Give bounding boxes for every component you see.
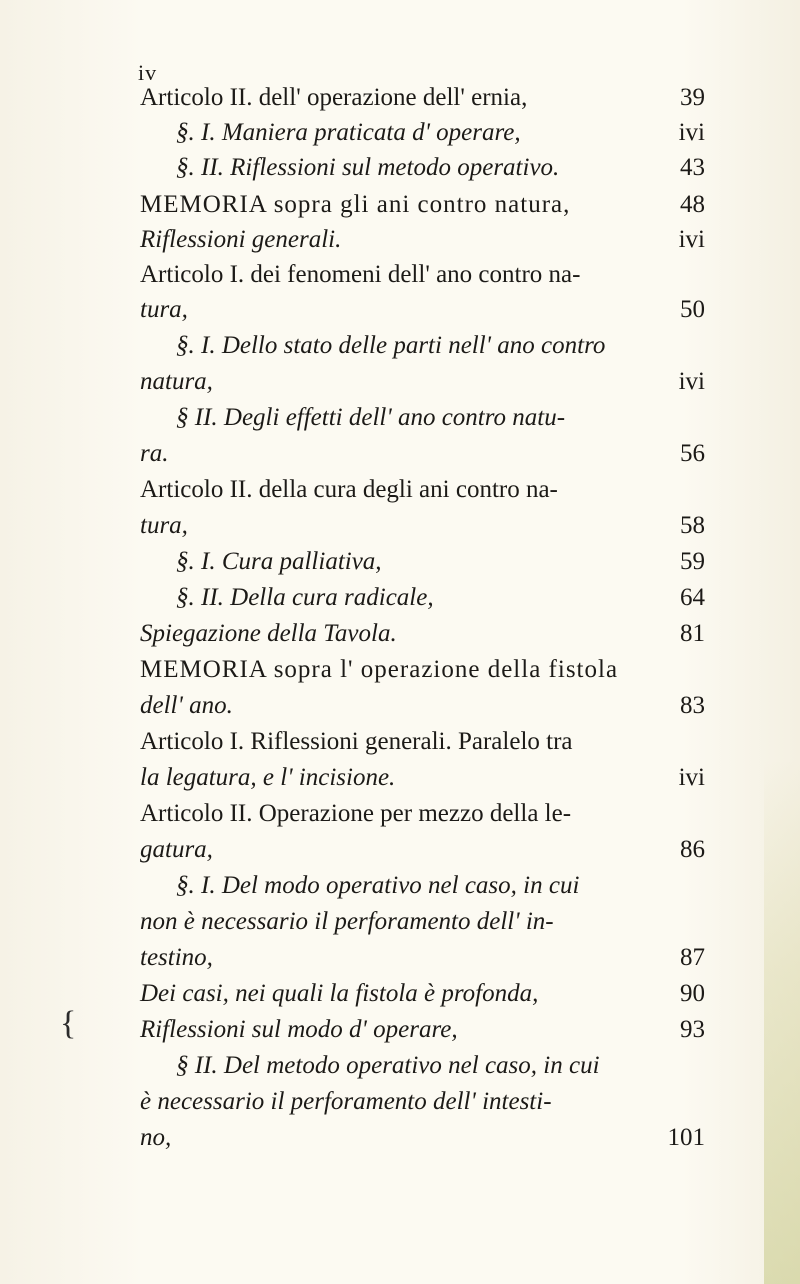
toc-entry-text: Dei casi, nei quali la fistola è profonda, [140,980,539,1007]
toc-entry-text: natura, [140,368,213,395]
toc-entry-text: testino, [140,944,213,971]
page-edge-stain [764,760,800,1284]
toc-entry-page: ivi [678,764,705,791]
toc-entry-page: 50 [680,296,705,323]
toc-entry-text: dell' ano. [140,692,233,719]
toc-entry [176,866,705,906]
toc-entry-page: 101 [667,1124,705,1151]
toc-entry-page: 59 [680,548,705,575]
toc-entry [176,578,705,618]
toc-entry-page: 43 [680,154,705,181]
toc-entry [140,506,705,546]
toc-entry [140,758,705,798]
toc-entry [140,1082,705,1122]
toc-entry [176,1046,705,1086]
toc-entry-page: 56 [680,440,705,467]
toc-entry-text: ra. [140,440,169,467]
toc-entry-text: §. I. Cura palliativa, [176,548,382,575]
toc-entry [140,255,705,295]
toc-entry-text: Articolo I. Riflessioni generali. Paralelo tra [140,728,573,755]
toc-entry [140,830,705,870]
toc-entry [176,542,705,582]
toc-entry [140,1118,705,1158]
page-folio: iv [138,60,158,85]
toc-entry-page: 86 [680,836,705,863]
toc-entry-text: no, [140,1124,172,1151]
toc-entry-page: 58 [680,512,705,539]
toc-entry-page: ivi [678,368,705,395]
toc-entry-text: è necessario il perforamento dell' intesti- [140,1088,552,1115]
toc-entry-text: Spiegazione della Tavola. [140,620,397,647]
toc-entry [140,362,705,402]
toc-entry [176,398,705,438]
toc-entry [176,326,705,366]
toc-entry-page: 48 [680,191,705,218]
toc-entry-page: 64 [680,584,705,611]
toc-entry-text: Riflessioni generali. [140,226,342,253]
toc-entry-text: §. I. Del modo operativo nel caso, in cui [176,872,580,899]
toc-entry [140,902,705,942]
toc-entry-page: 93 [680,1016,705,1043]
toc-entry-text: Articolo II. Operazione per mezzo della le- [140,800,572,827]
toc-entry-page: 81 [680,620,705,647]
toc-entry-text: §. II. Riflessioni sul metodo operativo. [176,154,560,181]
toc-entry [140,974,705,1014]
toc-entry-text: gatura, [140,836,213,863]
toc-entry-page: ivi [678,226,705,253]
toc-entry [140,614,705,654]
toc-entry-text: la legatura, e l' incisione. [140,764,396,791]
toc-entry-text: Riflessioni sul modo d' operare, [140,1016,458,1043]
toc-entry [140,650,705,690]
toc-entry-page: 83 [680,692,705,719]
toc-entry [176,148,705,188]
toc-entry [140,434,705,474]
toc-entry-text: §. I. Dello stato delle parti nell' ano contro [176,332,606,359]
toc-entry-text: §. I. Maniera praticata d' operare, [176,119,521,146]
toc-entry-text: MEMORIA sopra gli ani contro natura, [140,191,571,218]
toc-entry-page: ivi [678,119,705,146]
toc-entry-page: 87 [680,944,705,971]
toc-entry [140,722,705,762]
toc-entry [140,185,705,225]
toc-entry-page: 90 [680,980,705,1007]
toc-entry-text: § II. Degli effetti dell' ano contro natu- [176,404,566,431]
toc-entry-text: Articolo II. dell' operazione dell' ernia, [140,84,528,111]
toc-entry [140,290,705,330]
toc-entry [140,220,705,260]
toc-entry [140,686,705,726]
toc-entry [140,470,705,510]
toc-entry [140,794,705,834]
toc-entry [176,113,705,153]
toc-entry [140,78,705,118]
toc-entry-text: §. II. Della cura radicale, [176,584,434,611]
toc-entry-text: § II. Del metodo operativo nel caso, in cui [176,1052,600,1079]
toc-entry-text: non è necessario il perforamento dell' in- [140,908,554,935]
toc-entry [140,938,705,978]
toc-entry [140,1010,705,1050]
toc-entry-text: tura, [140,296,188,323]
toc-entry-text: MEMORIA sopra l' operazione della fistola [140,656,619,683]
margin-brace-mark: { [60,1005,77,1042]
toc-entry-text: tura, [140,512,188,539]
toc-entry-page: 39 [680,84,705,111]
toc-entry-text: Articolo II. della cura degli ani contro na- [140,476,558,503]
toc-entry-text: Articolo I. dei fenomeni dell' ano contro na- [140,261,581,288]
